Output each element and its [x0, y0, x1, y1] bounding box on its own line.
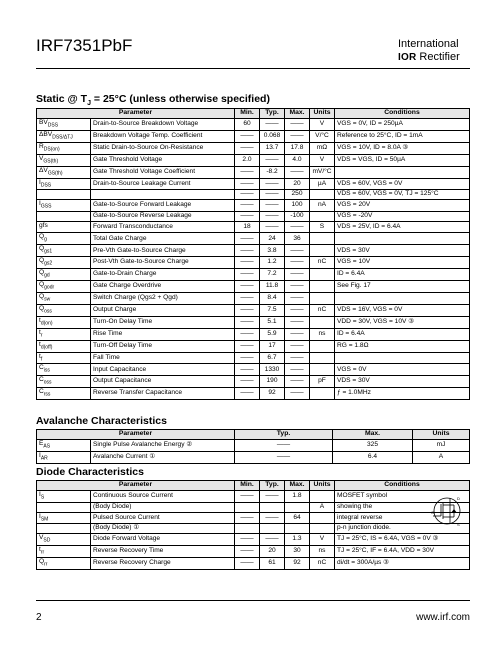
row-typ: 61: [260, 557, 285, 569]
static-row: [37, 211, 470, 221]
row-param: Gate Charge Overdrive: [91, 281, 235, 293]
row-symbol: $t_{d(off)}$: [37, 340, 91, 352]
mosfet-label-d: D: [457, 496, 460, 501]
row-typ: 24: [260, 233, 285, 245]
col-min: Min.: [235, 109, 260, 119]
row-typ: -8.2: [260, 166, 285, 178]
row-min: ——: [235, 292, 260, 304]
row-units: [310, 512, 335, 524]
col-typ: Typ.: [235, 430, 333, 440]
static-row: [37, 166, 470, 178]
row-cond: di/dt = 300A/µs ③: [335, 557, 470, 569]
row-cond: VDS = VGS, ID = 50µA: [335, 154, 470, 166]
row-units: [310, 233, 335, 245]
row-symbol: $Q_{gs1}$: [37, 245, 91, 257]
row-min: ——: [235, 233, 260, 245]
row-typ: 13.7: [260, 142, 285, 154]
row-min: ——: [235, 281, 260, 293]
static-row: [37, 352, 470, 364]
row-symbol: $C_{rss}$: [37, 388, 91, 400]
diode-section-title: Diode Characteristics: [36, 466, 144, 478]
mosfet-symbol-icon: [430, 494, 464, 528]
row-max: ——: [285, 352, 310, 364]
row-min: 2.0: [235, 154, 260, 166]
row-units: pF: [310, 376, 335, 388]
row-symbol: gfs: [37, 221, 91, 233]
row-units: mJ: [413, 440, 470, 452]
row-symbol: $C_{oss}$: [37, 376, 91, 388]
row-cond: VGS = 0V: [335, 364, 470, 376]
row-typ: ——: [260, 512, 285, 524]
row-units: nC: [310, 304, 335, 316]
row-param: Pulsed Source Current: [91, 512, 235, 524]
static-row: [37, 376, 470, 388]
row-param: Reverse Recovery Time: [91, 545, 235, 557]
col-parameter: Parameter: [37, 481, 235, 491]
row-param: Gate Threshold Voltage Coefficient: [91, 166, 235, 178]
row-typ: ——: [260, 154, 285, 166]
ior-logo-mark: IOR: [398, 52, 417, 63]
row-param: Avalanche Current ①: [91, 451, 235, 463]
avalanche-row: [37, 451, 470, 463]
row-units: [310, 364, 335, 376]
row-symbol: $t_{rr}$: [37, 545, 91, 557]
row-max: 30: [285, 545, 310, 557]
row-units: [310, 352, 335, 364]
footer-rule: [36, 600, 470, 601]
row-cond: See Fig. 17: [335, 281, 470, 293]
mosfet-label-s: S: [457, 522, 460, 527]
static-row: [37, 142, 470, 154]
static-row: [37, 119, 470, 131]
row-param: Reverse Transfer Capacitance: [91, 388, 235, 400]
row-min: [235, 524, 260, 534]
row-max: 64: [285, 512, 310, 524]
static-row: [37, 340, 470, 352]
row-units: S: [310, 221, 335, 233]
row-param: Drain-to-Source Leakage Current: [91, 178, 235, 190]
row-max: ——: [285, 340, 310, 352]
row-min: ——: [235, 142, 260, 154]
avalanche-section-title: Avalanche Characteristics: [36, 415, 167, 427]
row-cond: VDS = 25V, ID = 6.4A: [335, 221, 470, 233]
row-param: Pre-Vth Gate-to-Source Charge: [91, 245, 235, 257]
company-logo: [398, 38, 470, 64]
row-param: Gate-to-Drain Charge: [91, 269, 235, 281]
row-symbol: $Q_{godr}$: [37, 281, 91, 293]
row-typ: [260, 524, 285, 534]
row-param: Gate Threshold Voltage: [91, 154, 235, 166]
row-units: V: [310, 154, 335, 166]
row-symbol: [37, 211, 91, 221]
static-row: [37, 316, 470, 328]
row-typ: 6.7: [260, 352, 285, 364]
row-units: [310, 190, 335, 200]
row-param: Continuous Source Current: [91, 491, 235, 503]
row-units: µA: [310, 178, 335, 190]
row-typ: 190: [260, 376, 285, 388]
row-param: Reverse Recovery Charge: [91, 557, 235, 569]
static-row: [37, 233, 470, 245]
row-units: [310, 245, 335, 257]
row-max: 36: [285, 233, 310, 245]
static-row: [37, 200, 470, 212]
row-min: ——: [235, 245, 260, 257]
row-cond: VDS = 30V: [335, 245, 470, 257]
row-max: ——: [285, 316, 310, 328]
row-symbol: $I_{AR}$: [37, 451, 91, 463]
row-cond: Reference to 25°C, ID = 1mA: [335, 130, 470, 142]
static-section-title: Static @ $T_J = 25^\circ C$ (unless otherwise specified): [36, 93, 270, 108]
row-typ: ——: [235, 451, 333, 463]
row-cond: p-n junction diode.: [335, 524, 470, 534]
row-units: [310, 211, 335, 221]
diode-row: [37, 491, 470, 503]
row-cond: ID = 6.4A: [335, 269, 470, 281]
row-param: (Body Diode) ①: [91, 524, 235, 534]
row-min: ——: [235, 352, 260, 364]
row-typ: 92: [260, 388, 285, 400]
row-param: Static Drain-to-Source On-Resistance: [91, 142, 235, 154]
row-max: ——: [285, 328, 310, 340]
row-units: [310, 388, 335, 400]
diode-row: [37, 534, 470, 546]
row-cond: integral reverse: [335, 512, 470, 524]
row-symbol: $\Delta V_{GS(th)}$: [37, 166, 91, 178]
row-symbol: $E_{AS}$: [37, 440, 91, 452]
row-max: ——: [285, 364, 310, 376]
row-cond: VDD = 30V, VGS = 10V ③: [335, 316, 470, 328]
avalanche-row: [37, 440, 470, 452]
row-typ: ——: [260, 190, 285, 200]
row-symbol: $t_{d(on)}$: [37, 316, 91, 328]
row-symbol: $C_{iss}$: [37, 364, 91, 376]
diode-row: [37, 557, 470, 569]
row-symbol: $Q_g$: [37, 233, 91, 245]
logo-line1: International: [398, 38, 459, 50]
row-param: Gate-to-Source Forward Leakage: [91, 200, 235, 212]
diode-row: [37, 512, 470, 524]
mosfet-label-g: G: [431, 510, 435, 515]
row-symbol: $Q_{gs2}$: [37, 257, 91, 269]
row-units: A: [413, 451, 470, 463]
row-symbol: [37, 190, 91, 200]
row-units: V/°C: [310, 130, 335, 142]
row-units: ns: [310, 328, 335, 340]
row-max: 100: [285, 200, 310, 212]
row-min: ——: [235, 340, 260, 352]
col-max: Max.: [285, 481, 310, 491]
col-typ: Typ.: [260, 109, 285, 119]
col-min: Min.: [235, 481, 260, 491]
static-row: [37, 245, 470, 257]
row-units: [310, 491, 335, 503]
row-param: Rise Time: [91, 328, 235, 340]
row-symbol: $V_{GS(th)}$: [37, 154, 91, 166]
row-max: ——: [285, 269, 310, 281]
col-max: Max.: [285, 109, 310, 119]
row-min: ——: [235, 200, 260, 212]
row-max: [285, 524, 310, 534]
row-min: ——: [235, 376, 260, 388]
row-min: ——: [235, 316, 260, 328]
static-row: [37, 130, 470, 142]
row-max: ——: [285, 281, 310, 293]
col-parameter: Parameter: [37, 109, 235, 119]
row-param: Diode Forward Voltage: [91, 534, 235, 546]
col-conditions: Conditions: [335, 481, 470, 491]
row-min: ——: [235, 211, 260, 221]
row-typ: ——: [260, 221, 285, 233]
row-typ: ——: [260, 491, 285, 503]
row-param: Gate-to-Source Reverse Leakage: [91, 211, 235, 221]
row-symbol: $BV_{DSS}$: [37, 119, 91, 131]
row-min: ——: [235, 491, 260, 503]
row-cond: VDS = 60V, VGS = 0V, TJ = 125°C: [335, 190, 470, 200]
row-typ: ——: [260, 178, 285, 190]
row-cond: VGS = 10V, ID = 8.0A ③: [335, 142, 470, 154]
row-max: 20: [285, 178, 310, 190]
col-typ: Typ.: [260, 481, 285, 491]
row-symbol: $\Delta BV_{DSS/\Delta TJ}$: [37, 130, 91, 142]
row-max: -100: [285, 211, 310, 221]
row-typ: [260, 502, 285, 512]
row-min: ——: [235, 257, 260, 269]
row-units: [310, 281, 335, 293]
row-max: ——: [285, 221, 310, 233]
row-symbol: $I_S$: [37, 491, 91, 503]
row-units: nA: [310, 200, 335, 212]
static-row: [37, 269, 470, 281]
row-cond: RG = 1.8Ω: [335, 340, 470, 352]
row-param: Turn-On Delay Time: [91, 316, 235, 328]
static-row: [37, 328, 470, 340]
row-max: ——: [285, 304, 310, 316]
row-max: 4.0: [285, 154, 310, 166]
row-units: mΩ: [310, 142, 335, 154]
diode-row: [37, 545, 470, 557]
row-min: ——: [235, 557, 260, 569]
static-row: [37, 388, 470, 400]
row-symbol: $V_{SD}$: [37, 534, 91, 546]
row-max: 325: [333, 440, 413, 452]
col-units: Units: [310, 109, 335, 119]
row-cond: showing the: [335, 502, 470, 512]
row-max: ——: [285, 119, 310, 131]
diode-row: [37, 502, 470, 512]
row-symbol: $Q_{sw}$: [37, 292, 91, 304]
row-min: ——: [235, 512, 260, 524]
row-typ: 3.8: [260, 245, 285, 257]
row-typ: ——: [260, 211, 285, 221]
row-symbol: $I_{GSS}$: [37, 200, 91, 212]
row-units: V: [310, 119, 335, 131]
row-symbol: $t_f$: [37, 352, 91, 364]
row-units: [310, 269, 335, 281]
static-row: [37, 304, 470, 316]
part-number: IRF7351PbF: [36, 36, 133, 55]
row-max: ——: [285, 257, 310, 269]
row-cond: MOSFET symbol: [335, 491, 470, 503]
row-typ: 20: [260, 545, 285, 557]
header-rule: [36, 68, 470, 69]
row-units: nC: [310, 557, 335, 569]
col-units: Units: [310, 481, 335, 491]
row-max: ——: [285, 376, 310, 388]
row-param: [91, 190, 235, 200]
row-param: Post-Vth Gate-to-Source Charge: [91, 257, 235, 269]
static-row: [37, 364, 470, 376]
footer-url-link[interactable]: www.irf.com: [416, 612, 470, 623]
static-row: [37, 281, 470, 293]
row-symbol: $Q_{gd}$: [37, 269, 91, 281]
static-row: [37, 257, 470, 269]
row-typ: 7.2: [260, 269, 285, 281]
row-typ: 8.4: [260, 292, 285, 304]
row-max: ——: [285, 388, 310, 400]
row-typ: 17: [260, 340, 285, 352]
row-cond: TJ = 25°C, IF = 6.4A, VDD = 30V: [335, 545, 470, 557]
row-param: Output Charge: [91, 304, 235, 316]
row-typ: 0.068: [260, 130, 285, 142]
row-typ: 5.1: [260, 316, 285, 328]
row-typ: 7.5: [260, 304, 285, 316]
row-units: mV/°C: [310, 166, 335, 178]
row-min: ——: [235, 166, 260, 178]
row-cond: [335, 233, 470, 245]
row-symbol: $I_{DSS}$: [37, 178, 91, 190]
row-min: ——: [235, 534, 260, 546]
row-param: Breakdown Voltage Temp. Coefficient: [91, 130, 235, 142]
row-units: [310, 316, 335, 328]
row-param: Total Gate Charge: [91, 233, 235, 245]
row-symbol: $I_{SM}$: [37, 512, 91, 524]
row-min: ——: [235, 269, 260, 281]
row-min: 18: [235, 221, 260, 233]
row-units: [310, 340, 335, 352]
row-cond: ƒ = 1.0MHz: [335, 388, 470, 400]
page-number: 2: [36, 612, 42, 623]
row-cond: VGS = 20V: [335, 200, 470, 212]
static-row: [37, 154, 470, 166]
row-symbol: [37, 524, 91, 534]
row-min: ——: [235, 388, 260, 400]
row-typ: ——: [260, 200, 285, 212]
col-conditions: Conditions: [335, 109, 470, 119]
logo-line2: Rectifier: [419, 51, 460, 63]
row-cond: VDS = 60V, VGS = 0V: [335, 178, 470, 190]
row-max: 92: [285, 557, 310, 569]
avalanche-table: [36, 429, 470, 464]
row-max: 1.3: [285, 534, 310, 546]
row-min: ——: [235, 545, 260, 557]
row-typ: ——: [260, 534, 285, 546]
row-param: Drain-to-Source Breakdown Voltage: [91, 119, 235, 131]
row-min: 60: [235, 119, 260, 131]
row-min: ——: [235, 304, 260, 316]
row-max: ——: [285, 245, 310, 257]
row-max: 17.8: [285, 142, 310, 154]
row-units: [310, 524, 335, 534]
row-typ: 1.2: [260, 257, 285, 269]
row-param: Switch Charge (Qgs2 + Qgd): [91, 292, 235, 304]
row-units: V: [310, 534, 335, 546]
row-symbol: $t_r$: [37, 328, 91, 340]
row-typ: 5.9: [260, 328, 285, 340]
col-parameter: Parameter: [37, 430, 235, 440]
row-cond: TJ = 25°C, IS = 6.4A, VGS = 0V ③: [335, 534, 470, 546]
row-cond: VGS = 10V: [335, 257, 470, 269]
row-param: Single Pulse Avalanche Energy ②: [91, 440, 235, 452]
row-cond: VGS = 0V, ID = 250µA: [335, 119, 470, 131]
row-cond: ID = 6.4A: [335, 328, 470, 340]
static-row: [37, 178, 470, 190]
row-max: [285, 502, 310, 512]
col-max: Max.: [333, 430, 413, 440]
row-units: A: [310, 502, 335, 512]
static-row: [37, 190, 470, 200]
diode-row: [37, 524, 470, 534]
row-cond: [335, 352, 470, 364]
page-header: [36, 36, 470, 66]
row-min: [235, 502, 260, 512]
col-units: Units: [413, 430, 470, 440]
row-min: ——: [235, 178, 260, 190]
row-symbol: $R_{DS(on)}$: [37, 142, 91, 154]
row-param: Output Capacitance: [91, 376, 235, 388]
row-param: Turn-Off Delay Time: [91, 340, 235, 352]
row-typ: 1330: [260, 364, 285, 376]
row-max: 250: [285, 190, 310, 200]
row-min: ——: [235, 328, 260, 340]
row-symbol: $Q_{rr}$: [37, 557, 91, 569]
row-symbol: $Q_{oss}$: [37, 304, 91, 316]
row-max: 1.8: [285, 491, 310, 503]
row-min: ——: [235, 190, 260, 200]
row-param: Fall Time: [91, 352, 235, 364]
row-param: Input Capacitance: [91, 364, 235, 376]
row-typ: ——: [235, 440, 333, 452]
row-cond: [335, 166, 470, 178]
static-row: [37, 221, 470, 233]
row-units: nC: [310, 257, 335, 269]
row-cond: VGS = -20V: [335, 211, 470, 221]
row-typ: ——: [260, 119, 285, 131]
row-min: ——: [235, 364, 260, 376]
row-typ: 11.8: [260, 281, 285, 293]
row-param: (Body Diode): [91, 502, 235, 512]
static-row: [37, 292, 470, 304]
row-units: [310, 292, 335, 304]
row-cond: [335, 292, 470, 304]
static-characteristics-table: [36, 108, 470, 400]
row-cond: VDS = 16V, VGS = 0V: [335, 304, 470, 316]
row-max: 6.4: [333, 451, 413, 463]
row-param: Forward Transconductance: [91, 221, 235, 233]
row-max: ——: [285, 166, 310, 178]
row-max: ——: [285, 292, 310, 304]
row-max: ——: [285, 130, 310, 142]
diode-characteristics-table: [36, 480, 470, 570]
row-symbol: [37, 502, 91, 512]
row-cond: VDS = 30V: [335, 376, 470, 388]
row-min: ——: [235, 130, 260, 142]
row-units: ns: [310, 545, 335, 557]
